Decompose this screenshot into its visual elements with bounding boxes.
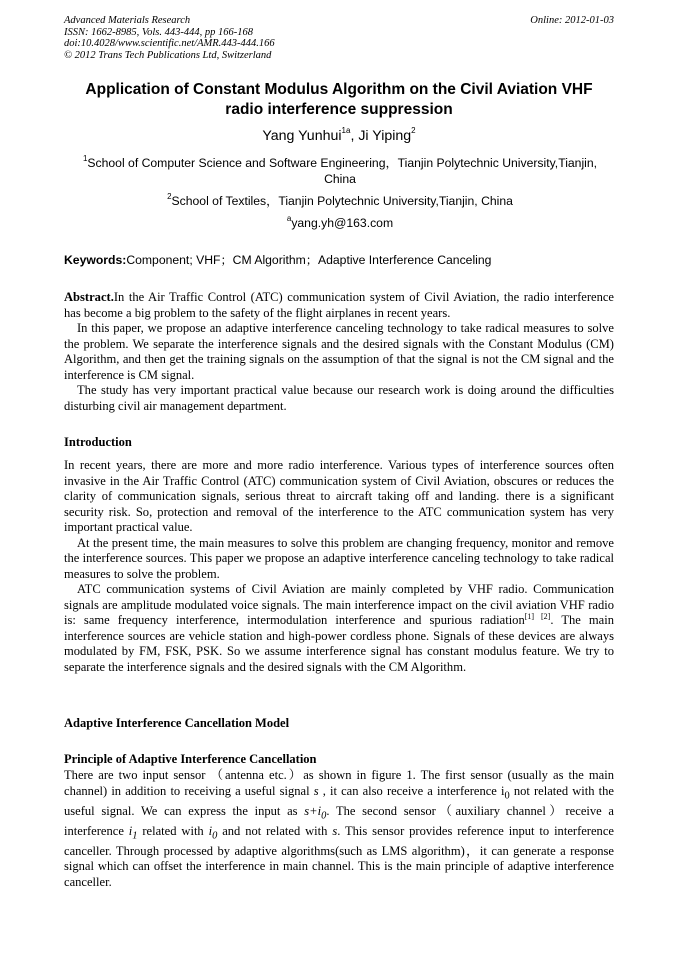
intro-p2: At the present time, the main measures to solve this problem are changing frequency, monitor and remove the interference sources. This paper we propose an adaptive interference canceling technology to take radical measures to solve the problem. xyxy=(64,535,614,581)
title-line-1: Application of Constant Modulus Algorithm on the Civil Aviation VHF xyxy=(85,81,593,98)
citation-1-2: [1] [2] xyxy=(524,611,551,621)
author-1-sup: 1a xyxy=(341,126,351,136)
principle-t4: . The second sensor（auxiliary channel）receive a interference xyxy=(64,803,614,838)
var-s-2: s xyxy=(332,823,338,838)
principle-t2: , it can also receive a interference i xyxy=(318,783,505,798)
aff1-line-1: School of Computer Science and Software Engineering，Tianjin Polytechnic University,Tianjin, xyxy=(87,156,598,170)
expr-s-plus-i0 xyxy=(304,803,327,821)
abstract-label: Abstract. xyxy=(64,290,114,304)
var-i1-sub: 1 xyxy=(132,830,138,841)
email-sup: a xyxy=(286,213,292,223)
principle-t6: and not related with xyxy=(217,823,333,838)
intro-p3a: ATC communication systems of Civil Aviation are mainly completed by VHF radio. Communication signals are amplitude modulated voice signals. The main interference impact on the civil aviation VHF radio is: same frequency interference, intermodulation interference and spurious radiation xyxy=(64,582,614,627)
aff2-sup: 2 xyxy=(167,191,172,201)
email-text: yang.yh@163.com xyxy=(291,216,394,230)
keywords xyxy=(64,251,491,268)
abstract xyxy=(64,290,614,414)
author-email xyxy=(60,213,620,232)
var-s: s xyxy=(313,783,319,798)
var-i0-sub2: 0 xyxy=(212,830,218,841)
principle-body xyxy=(64,768,614,890)
model-heading: Adaptive Interference Cancellation Model xyxy=(64,716,290,730)
abstract-p2: In this paper, we propose an adaptive interference canceling technology to take radical measures to solve the problem. We separate the interference signals and the desired signals with the Constant Modulus (CM) Algorithm, and then get the training signals on the assumption of that the signal is not the CM signal and the interference is CM signal. xyxy=(64,321,614,382)
intro-p3 xyxy=(64,582,614,675)
introduction-body xyxy=(64,458,614,675)
aff1-line-2: China xyxy=(324,171,356,186)
var-i0-sub: 0 xyxy=(504,790,510,801)
expr-sub: 0 xyxy=(321,810,327,821)
abstract-p1-text: In the Air Traffic Control (ATC) communication system of Civil Aviation, the radio interference has become a big problem to the safety of the flight airplanes in recent years. xyxy=(64,290,614,320)
abstract-p1 xyxy=(64,290,614,321)
principle-t7: . This sensor provides reference input to interference canceller. Through processed by adaptive algorithms(such as LMS algorithm)，it can generate a response signal which can offset the interference in main channel. This is the main principle of adaptive interference canceller. xyxy=(64,823,614,889)
keywords-text: Component; VHF；CM Algorithm；Adaptive Interference Canceling xyxy=(126,253,492,267)
doi-line: doi:10.4028/www.scientific.net/AMR.443-444.166 xyxy=(64,38,275,50)
principle-t3: not related with the useful signal. We can express the input as xyxy=(64,783,614,818)
title-line-2: radio interference suppression xyxy=(225,101,453,118)
affiliation-1 xyxy=(60,153,620,187)
paper-title xyxy=(40,80,638,120)
intro-p1: In recent years, there are more and more radio interference. Various types of interference sources often invasive in the Air Traffic Control (ATC) communication system of Civil Aviation, obscures or reduces the clarity of communication signals, serious threat to aircraft taking off and landing. there is a significant security risk. So, protection and removal of the interference to the ATC communication system has very important practical value. xyxy=(64,458,614,534)
principle-heading: Principle of Adaptive Interference Cancellation xyxy=(64,752,317,766)
online-date: Online: 2012-01-03 xyxy=(530,15,614,26)
var-i0 xyxy=(208,823,218,841)
var-i1 xyxy=(128,823,138,841)
principle-t5: related with xyxy=(137,823,209,838)
principle-t1: There are two input sensor （antenna etc.）as shown in figure 1. The first sensor (usually as the main channel) in addition to receiving a useful signal xyxy=(64,768,614,798)
var-i0-base: i xyxy=(208,823,213,838)
var-i1-base: i xyxy=(128,823,133,838)
aff2-text: School of Textiles，Tianjin Polytechnic University,Tianjin, China xyxy=(171,194,513,208)
keywords-label: Keywords: xyxy=(64,253,127,267)
introduction-heading: Introduction xyxy=(64,435,132,449)
author-1: Yang Yunhui xyxy=(262,128,342,144)
author-separator: , xyxy=(350,128,359,144)
copyright-line: © 2012 Trans Tech Publications Ltd, Switzerland xyxy=(64,49,272,61)
affiliation-2 xyxy=(60,191,620,210)
journal-header xyxy=(64,15,275,61)
abstract-p3: The study has very important practical value because our research work is doing around the difficulties disturbing civil air management department. xyxy=(64,383,614,413)
intro-p3b: . The main interference sources are vehicle station and high-power cordless phone. Signals of these devices are always modulated by FM, FSK, PSK. So we assume interference signal has constant modulus feature. We try to separate the interference signals and the desired signals with the CM Algorithm. xyxy=(64,613,615,674)
expr-text: s+i xyxy=(304,803,322,818)
author-2: Ji Yiping xyxy=(358,128,412,144)
aff1-sup: 1 xyxy=(82,153,88,163)
journal-name: Advanced Materials Research xyxy=(64,15,191,26)
authors xyxy=(40,128,638,144)
principle-p1 xyxy=(64,768,614,890)
issn-line: ISSN: 1662-8985, Vols. 443-444, pp 166-168 xyxy=(64,26,253,38)
author-2-sup: 2 xyxy=(411,126,416,136)
